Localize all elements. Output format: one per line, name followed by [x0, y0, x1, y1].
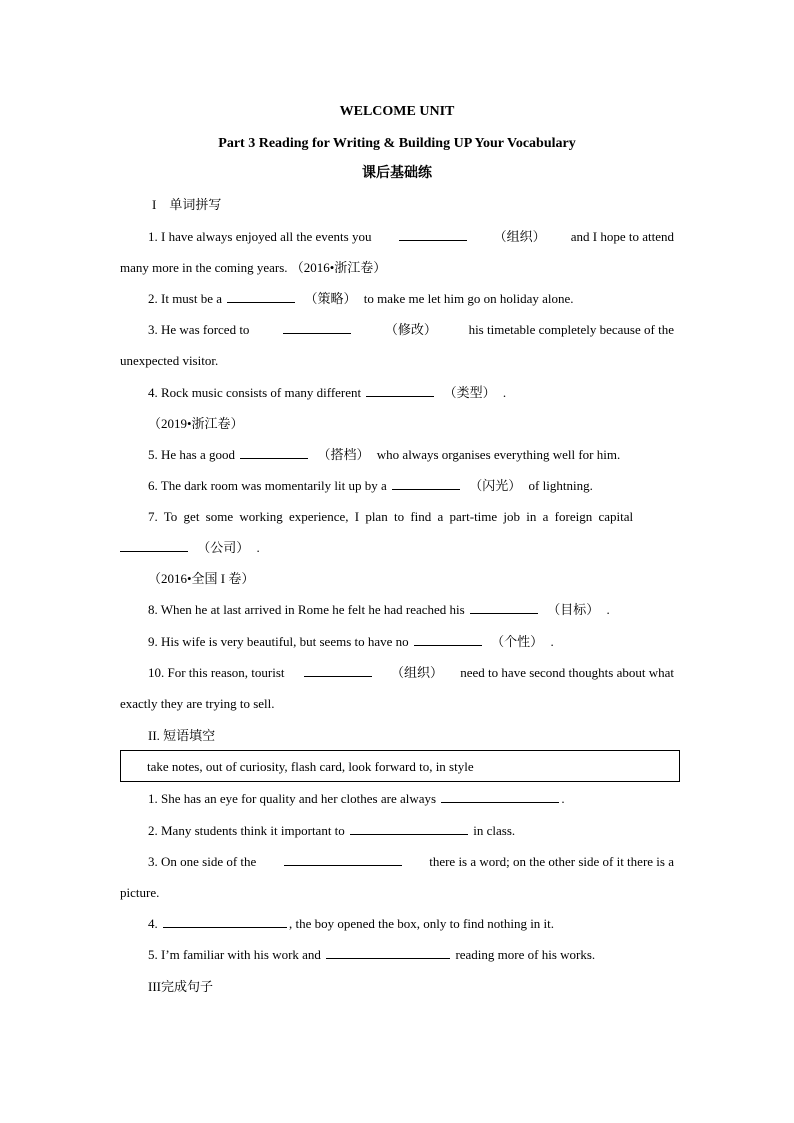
answer-blank[interactable] [163, 914, 287, 928]
s1-q6: 6. The dark room was momentarily lit up by a （闪光） of lightning. [148, 478, 593, 493]
answer-blank[interactable] [326, 945, 450, 959]
section-1-heading: I 单词拼写 [152, 197, 222, 212]
answer-blank[interactable] [304, 663, 372, 677]
s1-q1-cont: many more in the coming years. （2016•浙江卷） [120, 260, 387, 275]
s1-q10: 10. For this reason, tourist （组织） need to have second thoughts about what [148, 665, 674, 680]
answer-blank[interactable] [399, 227, 467, 241]
s2-q4: 4. , the boy opened the box, only to find nothing in it. [148, 916, 555, 931]
s1-q4: 4. Rock music consists of many different （类型） . [148, 385, 507, 400]
s1-q8: 8. When he at last arrived in Rome he felt he had reached his （目标） . [148, 602, 610, 617]
answer-blank[interactable] [366, 383, 434, 397]
answer-blank[interactable] [392, 476, 460, 490]
s2-q5: 5. I’m familiar with his work and reading more of his works. [148, 947, 596, 962]
word-bank-box [120, 750, 680, 782]
answer-blank[interactable] [120, 538, 188, 552]
answer-blank[interactable] [350, 821, 468, 835]
answer-blank[interactable] [441, 789, 559, 803]
s1-q7: 7. To get some working experience, I plan to find a part-time job in a foreign capital [148, 509, 634, 524]
section-2-heading: II. 短语填空 [148, 728, 216, 743]
subtitle: 课后基础练 [362, 166, 432, 181]
s1-q3: 3. He was forced to （修改） his timetable completely because of the [148, 322, 674, 337]
s2-q2: 2. Many students think it important to in class. [148, 823, 516, 838]
answer-blank[interactable] [240, 445, 308, 459]
s2-q3-cont: picture. [120, 885, 160, 900]
s2-q1: 1. She has an eye for quality and her clothes are always . [148, 791, 565, 806]
s1-q5: 5. He has a good （搭档） who always organises everything well for him. [148, 447, 621, 462]
word-bank: take notes, out of curiosity, flash card, look forward to, in style [147, 759, 474, 774]
s1-q7-cont: （公司） . [120, 538, 674, 558]
s1-q9: 9. His wife is very beautiful, but seems to have no （个性） . [148, 634, 554, 649]
s1-q10-cont: exactly they are trying to sell. [120, 696, 275, 711]
answer-blank[interactable] [227, 289, 295, 303]
answer-blank[interactable] [283, 320, 351, 334]
s1-q1: 1. I have always enjoyed all the events you （组织） and I hope to attend [148, 229, 674, 244]
answer-blank[interactable] [414, 632, 482, 646]
answer-blank[interactable] [470, 600, 538, 614]
answer-blank[interactable] [284, 852, 402, 866]
part-title: Part 3 Reading for Writing & Building UP Your Vocabulary [218, 136, 576, 151]
s1-q4-source: （2019•浙江卷） [148, 416, 244, 431]
s1-q3-cont: unexpected visitor. [120, 353, 219, 368]
s2-q3: 3. On one side of the there is a word; on the other side of it there is a [148, 854, 674, 869]
s1-q2: 2. It must be a （策略） to make me let him go on holiday alone. [148, 291, 574, 306]
section-3-heading: III完成句子 [148, 979, 213, 994]
s1-q7-source: （2016•全国 I 卷） [148, 571, 255, 586]
unit-title: WELCOME UNIT [339, 104, 455, 119]
